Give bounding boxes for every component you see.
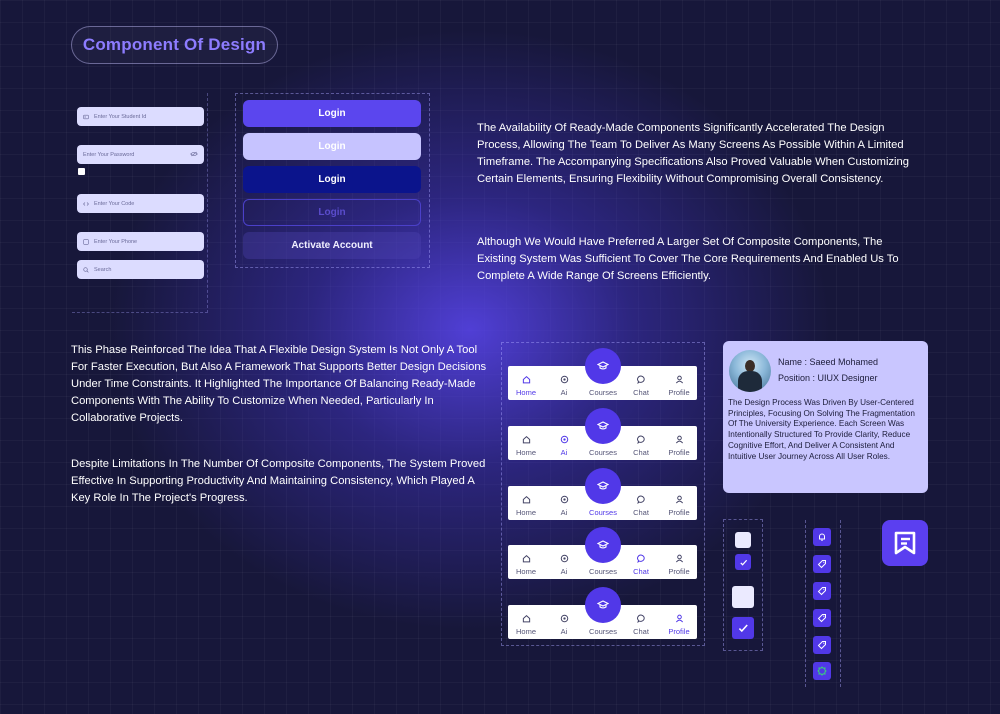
icon-button-5[interactable]	[813, 636, 831, 654]
graduation-cap-icon	[585, 375, 621, 386]
bell-icon	[817, 532, 827, 542]
nav-item-ai[interactable]	[546, 554, 582, 576]
badge-icon	[817, 666, 827, 676]
profile-icon	[661, 554, 697, 565]
code-placeholder: Enter Your Code	[94, 200, 135, 207]
nav-item-label: Ai	[560, 388, 568, 397]
nav-item-label: Home	[515, 627, 536, 636]
graduation-cap-icon	[597, 600, 609, 610]
chat-icon	[623, 614, 659, 625]
nav-item-chat[interactable]	[623, 614, 659, 636]
phone-placeholder: Enter Your Phone	[94, 238, 138, 245]
chat-icon	[623, 435, 659, 446]
nav-item-label: Home	[515, 567, 536, 576]
checkbox-large-checked[interactable]	[732, 617, 754, 639]
nav-item-label: Ai	[560, 567, 568, 576]
profile-position: Position : UIUX Designer	[778, 373, 878, 383]
nav-item-label: Courses	[589, 627, 617, 636]
phone-input[interactable]	[77, 232, 204, 251]
app-logo	[882, 520, 928, 566]
nav-item-label: Courses	[589, 388, 617, 397]
student-id-placeholder: Enter Your Student Id	[94, 113, 147, 120]
search-placeholder: Search	[94, 266, 112, 273]
tag-icon	[817, 613, 827, 623]
icon-button-6[interactable]	[813, 662, 831, 680]
password-placeholder: Enter Your Password	[83, 151, 135, 158]
nav-item-ai[interactable]	[546, 435, 582, 457]
nav-item-profile[interactable]	[661, 614, 697, 636]
nav-item-label: Chat	[633, 567, 649, 576]
icon-button-4[interactable]	[813, 609, 831, 627]
nav-item-courses[interactable]	[585, 375, 621, 397]
home-icon	[508, 554, 544, 565]
description-paragraph-2: Although We Would Have Preferred A Larger Set Of Composite Components, The Existing System Was Sufficient To Cover The Core Requirements And Enabled Us To Complete A Wide Range Of Screens Efficiently.	[477, 236, 899, 282]
login-button-primary[interactable]: Login	[243, 100, 421, 127]
activate-account-button[interactable]: Activate Account	[243, 232, 421, 259]
tag-icon	[817, 559, 827, 569]
icon-button-2[interactable]	[813, 555, 831, 573]
nav-item-home[interactable]	[508, 495, 544, 517]
profile-description: The Design Process Was Driven By User-Centered Principles, Focusing On Solving The Fragmentation Of The University Experience. Each Screen Was Intentionally Structured To Provide Clarity, Reduce Cognitive Effort, And Deliver A Consistent And Intuitive User Journey Across All User Roles.	[728, 398, 915, 461]
password-input[interactable]	[77, 145, 204, 164]
home-icon	[508, 375, 544, 386]
login-button-dark[interactable]: Login	[243, 166, 421, 193]
graduation-cap-icon	[597, 540, 609, 550]
bottom-nav-bar	[508, 605, 697, 639]
remember-checkbox[interactable]	[78, 168, 85, 175]
nav-item-label: Ai	[560, 508, 568, 517]
nav-item-ai[interactable]	[546, 614, 582, 636]
nav-item-home[interactable]	[508, 435, 544, 457]
graduation-cap-icon	[585, 614, 621, 625]
icon-button-1[interactable]	[813, 528, 831, 546]
home-icon	[508, 614, 544, 625]
bottom-nav-bar	[508, 486, 697, 520]
nav-item-courses[interactable]	[585, 435, 621, 457]
page-title-text: Component Of Design	[82, 35, 267, 54]
description-paragraph-1: The Availability Of Ready-Made Components Significantly Accelerated The Design Process, Allowing The Team To Deliver As Many Screens As Possible Within A Limited Timeframe. The Accompanying Specifications Also Proved Valuable When Customizing Certain Elements, Ensuring Flexibility Without Compromising Overall Consistency.	[477, 122, 909, 185]
nav-item-home[interactable]	[508, 375, 544, 397]
checkbox-small-checked[interactable]	[735, 554, 751, 570]
nav-item-label: Chat	[633, 448, 649, 457]
tag-icon	[817, 586, 827, 596]
profile-name: Name : Saeed Mohamed	[778, 357, 879, 367]
login-button-disabled[interactable]: Login	[243, 133, 421, 160]
graduation-cap-icon	[585, 435, 621, 446]
eye-off-icon[interactable]	[190, 151, 198, 159]
nav-item-courses[interactable]	[585, 614, 621, 636]
nav-item-label: Ai	[560, 448, 568, 457]
checkbox-small-unchecked[interactable]	[735, 532, 751, 548]
bottom-nav-bar	[508, 366, 697, 400]
nav-item-label: Chat	[633, 627, 649, 636]
tag-icon	[817, 640, 827, 650]
ai-icon	[546, 554, 582, 565]
graduation-cap-icon	[585, 554, 621, 565]
profile-icon	[661, 435, 697, 446]
profile-icon	[661, 375, 697, 386]
check-icon	[737, 622, 749, 634]
ai-icon	[546, 435, 582, 446]
description-paragraph-3: This Phase Reinforced The Idea That A Flexible Design System Is Not Only A Tool For Faster Execution, But Also A Framework That Supports Better Design Decisions Under Time Constraints. It Highlighted The Importance Of Balancing Ready-Made Components With The Ability To Customize When Needed, Particularly In Collaborative Projects.	[71, 344, 487, 424]
phone-icon	[83, 239, 89, 245]
profile-icon	[661, 495, 697, 506]
bottom-nav-bar	[508, 426, 697, 460]
nav-item-ai[interactable]	[546, 495, 582, 517]
search-input[interactable]	[77, 260, 204, 279]
nav-item-profile[interactable]	[661, 375, 697, 397]
logo-icon	[891, 529, 919, 557]
nav-item-label: Home	[515, 448, 536, 457]
nav-item-label: Home	[515, 388, 536, 397]
code-icon	[83, 201, 89, 207]
graduation-cap-icon	[597, 361, 609, 371]
page-title	[71, 26, 278, 64]
nav-item-label: Profile	[668, 448, 690, 457]
nav-item-chat[interactable]	[623, 435, 659, 457]
ai-icon	[546, 375, 582, 386]
chat-icon	[623, 375, 659, 386]
student-id-icon	[83, 114, 89, 120]
bottom-nav-bar	[508, 545, 697, 579]
nav-item-chat[interactable]	[623, 554, 659, 576]
nav-item-courses[interactable]	[585, 495, 621, 517]
nav-item-home[interactable]	[508, 554, 544, 576]
home-icon	[508, 495, 544, 506]
student-id-input[interactable]	[77, 107, 204, 126]
graduation-cap-icon	[597, 421, 609, 431]
nav-item-courses[interactable]	[585, 554, 621, 576]
code-input[interactable]	[77, 194, 204, 213]
nav-item-label: Profile	[668, 508, 690, 517]
nav-item-label: Profile	[668, 627, 690, 636]
description-paragraph-4: Despite Limitations In The Number Of Composite Components, The System Proved Effective In Supporting Productivity And Maintaining Consistency, Which Played A Key Role In The Project's Progress.	[71, 458, 486, 504]
ai-icon	[546, 614, 582, 625]
graduation-cap-icon	[597, 481, 609, 491]
nav-item-label: Chat	[633, 388, 649, 397]
nav-item-label: Courses	[589, 508, 617, 517]
ai-icon	[546, 495, 582, 506]
nav-item-chat[interactable]	[623, 375, 659, 397]
nav-item-label: Profile	[668, 567, 690, 576]
chat-icon	[623, 495, 659, 506]
nav-item-label: Courses	[589, 567, 617, 576]
nav-item-label: Home	[515, 508, 536, 517]
nav-item-label: Profile	[668, 388, 690, 397]
nav-item-profile[interactable]	[661, 554, 697, 576]
nav-item-profile[interactable]	[661, 495, 697, 517]
nav-item-label: Ai	[560, 627, 568, 636]
nav-item-label: Courses	[589, 448, 617, 457]
nav-item-label: Chat	[633, 508, 649, 517]
icon-button-3[interactable]	[813, 582, 831, 600]
nav-item-ai[interactable]	[546, 375, 582, 397]
home-icon	[508, 435, 544, 446]
checkbox-large-unchecked[interactable]	[732, 586, 754, 608]
avatar	[729, 350, 771, 392]
graduation-cap-icon	[585, 495, 621, 506]
profile-icon	[661, 614, 697, 625]
nav-item-chat[interactable]	[623, 495, 659, 517]
nav-item-home[interactable]	[508, 614, 544, 636]
check-icon	[739, 558, 748, 567]
search-icon	[83, 267, 89, 273]
login-button-outline[interactable]: Login	[243, 199, 421, 226]
chat-icon	[623, 554, 659, 565]
nav-item-profile[interactable]	[661, 435, 697, 457]
